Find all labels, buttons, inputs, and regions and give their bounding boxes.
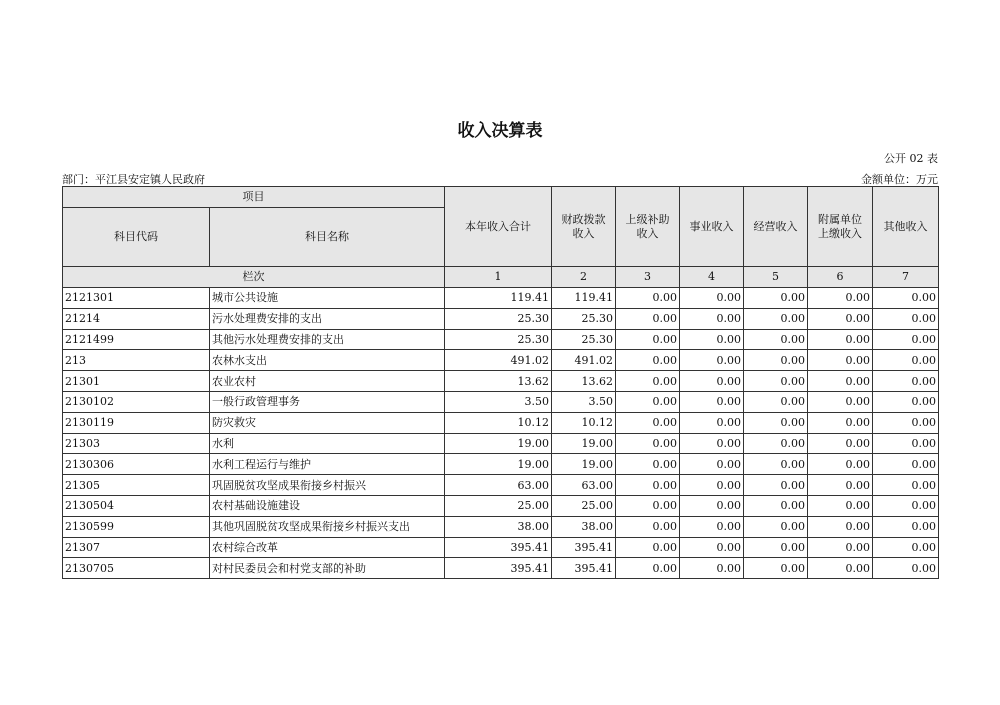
amount-cell-col1: 395.41 — [445, 537, 552, 558]
amount-cell-col2: 25.00 — [552, 495, 616, 516]
seq-4: 4 — [680, 267, 744, 288]
amount-cell-col1: 25.30 — [445, 308, 552, 329]
amount-cell-col4: 0.00 — [680, 350, 744, 371]
amount-cell-col2: 63.00 — [552, 475, 616, 496]
subject-name-cell: 防灾救灾 — [210, 412, 445, 433]
subject-name-cell: 其他巩固脱贫攻坚成果衔接乡村振兴支出 — [210, 516, 445, 537]
amount-cell-col4: 0.00 — [680, 329, 744, 350]
amount-cell-col7: 0.00 — [873, 516, 939, 537]
amount-cell-col6: 0.00 — [808, 454, 873, 475]
amount-cell-col5: 0.00 — [744, 454, 808, 475]
amount-cell-col3: 0.00 — [616, 495, 680, 516]
income-table — [62, 186, 939, 579]
amount-cell-col2: 3.50 — [552, 391, 616, 412]
amount-cell-col3: 0.00 — [616, 308, 680, 329]
amount-cell-col2: 25.30 — [552, 329, 616, 350]
amount-cell-col7: 0.00 — [873, 308, 939, 329]
header-project: 项目 — [63, 187, 445, 208]
department-label: 部门：平江县安定镇人民政府 — [62, 173, 205, 186]
amount-cell-col3: 0.00 — [616, 537, 680, 558]
subject-code-cell: 2121301 — [63, 288, 210, 309]
page-title: 收入决算表 — [457, 121, 543, 141]
subject-code-cell: 213 — [63, 350, 210, 371]
subject-name-cell: 巩固脱贫攻坚成果衔接乡村振兴 — [210, 475, 445, 496]
seq-6: 6 — [808, 267, 873, 288]
subject-name-cell: 一般行政管理事务 — [210, 391, 445, 412]
header-operating: 经营收入 — [744, 187, 808, 267]
amount-cell-col3: 0.00 — [616, 350, 680, 371]
subject-code-cell: 21301 — [63, 371, 210, 392]
subject-name-cell: 农业农村 — [210, 371, 445, 392]
amount-cell-col3: 0.00 — [616, 558, 680, 579]
subject-code-cell: 2130102 — [63, 391, 210, 412]
subject-name-cell: 城市公共设施 — [210, 288, 445, 309]
amount-cell-col7: 0.00 — [873, 371, 939, 392]
header-affiliated-line1: 附属单位 — [818, 212, 862, 226]
amount-cell-col4: 0.00 — [680, 433, 744, 454]
amount-cell-col2: 10.12 — [552, 412, 616, 433]
amount-cell-col7: 0.00 — [873, 350, 939, 371]
amount-cell-col2: 395.41 — [552, 537, 616, 558]
header-name: 科目名称 — [210, 208, 445, 267]
subject-name-cell: 对村民委员会和村党支部的补助 — [210, 558, 445, 579]
amount-cell-col6: 0.00 — [808, 412, 873, 433]
amount-cell-col7: 0.00 — [873, 475, 939, 496]
subject-code-cell: 2130306 — [63, 454, 210, 475]
amount-cell-col3: 0.00 — [616, 433, 680, 454]
amount-cell-col5: 0.00 — [744, 537, 808, 558]
amount-cell-col7: 0.00 — [873, 288, 939, 309]
amount-cell-col2: 19.00 — [552, 454, 616, 475]
amount-cell-col6: 0.00 — [808, 329, 873, 350]
header-superior-line2: 收入 — [636, 226, 659, 240]
subject-code-cell: 2130599 — [63, 516, 210, 537]
amount-cell-col6: 0.00 — [808, 433, 873, 454]
amount-cell-col4: 0.00 — [680, 308, 744, 329]
amount-cell-col1: 25.30 — [445, 329, 552, 350]
amount-cell-col7: 0.00 — [873, 495, 939, 516]
amount-cell-col3: 0.00 — [616, 371, 680, 392]
header-business: 事业收入 — [680, 187, 744, 267]
table-row — [63, 516, 939, 537]
amount-cell-col4: 0.00 — [680, 516, 744, 537]
amount-cell-col5: 0.00 — [744, 288, 808, 309]
amount-cell-col4: 0.00 — [680, 391, 744, 412]
amount-cell-col4: 0.00 — [680, 495, 744, 516]
amount-cell-col6: 0.00 — [808, 516, 873, 537]
subject-name-cell: 农村基础设施建设 — [210, 495, 445, 516]
amount-cell-col1: 25.00 — [445, 495, 552, 516]
amount-cell-col2: 38.00 — [552, 516, 616, 537]
amount-cell-col5: 0.00 — [744, 371, 808, 392]
table-row — [63, 308, 939, 329]
table-row — [63, 371, 939, 392]
subject-code-cell: 21307 — [63, 537, 210, 558]
amount-cell-col6: 0.00 — [808, 371, 873, 392]
amount-cell-col2: 395.41 — [552, 558, 616, 579]
table-row — [63, 329, 939, 350]
amount-cell-col4: 0.00 — [680, 371, 744, 392]
amount-cell-col6: 0.00 — [808, 475, 873, 496]
table-row — [63, 288, 939, 309]
header-affiliated-line2: 上缴收入 — [818, 226, 862, 240]
subject-code-cell: 2121499 — [63, 329, 210, 350]
amount-cell-col4: 0.00 — [680, 537, 744, 558]
seq-5: 5 — [744, 267, 808, 288]
amount-cell-col4: 0.00 — [680, 412, 744, 433]
amount-cell-col4: 0.00 — [680, 475, 744, 496]
amount-cell-col3: 0.00 — [616, 288, 680, 309]
amount-cell-col5: 0.00 — [744, 412, 808, 433]
amount-cell-col4: 0.00 — [680, 558, 744, 579]
table-row — [63, 433, 939, 454]
amount-cell-col5: 0.00 — [744, 350, 808, 371]
form-number: 公开 02 表 — [884, 152, 938, 165]
table-row — [63, 412, 939, 433]
subject-code-cell: 21303 — [63, 433, 210, 454]
subject-code-cell: 21305 — [63, 475, 210, 496]
header-total: 本年收入合计 — [445, 187, 552, 267]
subject-name-cell: 农林水支出 — [210, 350, 445, 371]
header-other: 其他收入 — [873, 187, 939, 267]
amount-cell-col6: 0.00 — [808, 308, 873, 329]
header-fiscal-line2: 收入 — [572, 226, 595, 240]
subject-code-cell: 2130119 — [63, 412, 210, 433]
amount-cell-col6: 0.00 — [808, 495, 873, 516]
amount-cell-col1: 3.50 — [445, 391, 552, 412]
amount-cell-col6: 0.00 — [808, 391, 873, 412]
amount-cell-col3: 0.00 — [616, 329, 680, 350]
amount-cell-col3: 0.00 — [616, 475, 680, 496]
amount-cell-col1: 19.00 — [445, 454, 552, 475]
amount-cell-col5: 0.00 — [744, 516, 808, 537]
amount-cell-col7: 0.00 — [873, 412, 939, 433]
amount-cell-col7: 0.00 — [873, 558, 939, 579]
amount-cell-col5: 0.00 — [744, 308, 808, 329]
header-affiliated — [808, 187, 873, 267]
amount-cell-col3: 0.00 — [616, 391, 680, 412]
amount-cell-col7: 0.00 — [873, 537, 939, 558]
amount-cell-col3: 0.00 — [616, 516, 680, 537]
amount-cell-col4: 0.00 — [680, 454, 744, 475]
table-row — [63, 558, 939, 579]
amount-cell-col5: 0.00 — [744, 391, 808, 412]
subject-name-cell: 水利工程运行与维护 — [210, 454, 445, 475]
table-row — [63, 537, 939, 558]
amount-cell-col2: 491.02 — [552, 350, 616, 371]
amount-cell-col5: 0.00 — [744, 475, 808, 496]
amount-cell-col6: 0.00 — [808, 558, 873, 579]
amount-cell-col2: 13.62 — [552, 371, 616, 392]
amount-cell-col6: 0.00 — [808, 537, 873, 558]
table-row — [63, 350, 939, 371]
amount-cell-col1: 38.00 — [445, 516, 552, 537]
amount-cell-col5: 0.00 — [744, 329, 808, 350]
amount-cell-col1: 491.02 — [445, 350, 552, 371]
amount-cell-col5: 0.00 — [744, 558, 808, 579]
amount-cell-col1: 395.41 — [445, 558, 552, 579]
amount-cell-col6: 0.00 — [808, 350, 873, 371]
amount-cell-col1: 119.41 — [445, 288, 552, 309]
amount-cell-col1: 63.00 — [445, 475, 552, 496]
subject-code-cell: 21214 — [63, 308, 210, 329]
seq-3: 3 — [616, 267, 680, 288]
amount-cell-col5: 0.00 — [744, 495, 808, 516]
amount-cell-col1: 10.12 — [445, 412, 552, 433]
amount-cell-col2: 119.41 — [552, 288, 616, 309]
table-row — [63, 454, 939, 475]
table-row — [63, 495, 939, 516]
amount-cell-col1: 19.00 — [445, 433, 552, 454]
table-row — [63, 391, 939, 412]
header-fiscal — [552, 187, 616, 267]
header-superior-line1: 上级补助 — [625, 212, 670, 226]
amount-cell-col7: 0.00 — [873, 391, 939, 412]
amount-unit-label: 金额单位：万元 — [861, 173, 938, 186]
subject-name-cell: 水利 — [210, 433, 445, 454]
amount-cell-col7: 0.00 — [873, 329, 939, 350]
header-fiscal-line1: 财政拨款 — [561, 212, 606, 226]
subject-code-cell: 2130705 — [63, 558, 210, 579]
amount-cell-col3: 0.00 — [616, 412, 680, 433]
seq-7: 7 — [873, 267, 939, 288]
seq-1: 1 — [445, 267, 552, 288]
amount-cell-col7: 0.00 — [873, 454, 939, 475]
amount-cell-col3: 0.00 — [616, 454, 680, 475]
header-superior — [616, 187, 680, 267]
amount-cell-col5: 0.00 — [744, 433, 808, 454]
subject-code-cell: 2130504 — [63, 495, 210, 516]
amount-cell-col2: 19.00 — [552, 433, 616, 454]
seq-2: 2 — [552, 267, 616, 288]
subject-name-cell: 其他污水处理费安排的支出 — [210, 329, 445, 350]
header-code: 科目代码 — [63, 208, 210, 267]
header-seq-label: 栏次 — [63, 267, 445, 288]
subject-name-cell: 农村综合改革 — [210, 537, 445, 558]
table-body — [63, 288, 939, 579]
amount-cell-col7: 0.00 — [873, 433, 939, 454]
amount-cell-col1: 13.62 — [445, 371, 552, 392]
table-row — [63, 475, 939, 496]
subject-name-cell: 污水处理费安排的支出 — [210, 308, 445, 329]
amount-cell-col6: 0.00 — [808, 288, 873, 309]
amount-cell-col4: 0.00 — [680, 288, 744, 309]
amount-cell-col2: 25.30 — [552, 308, 616, 329]
